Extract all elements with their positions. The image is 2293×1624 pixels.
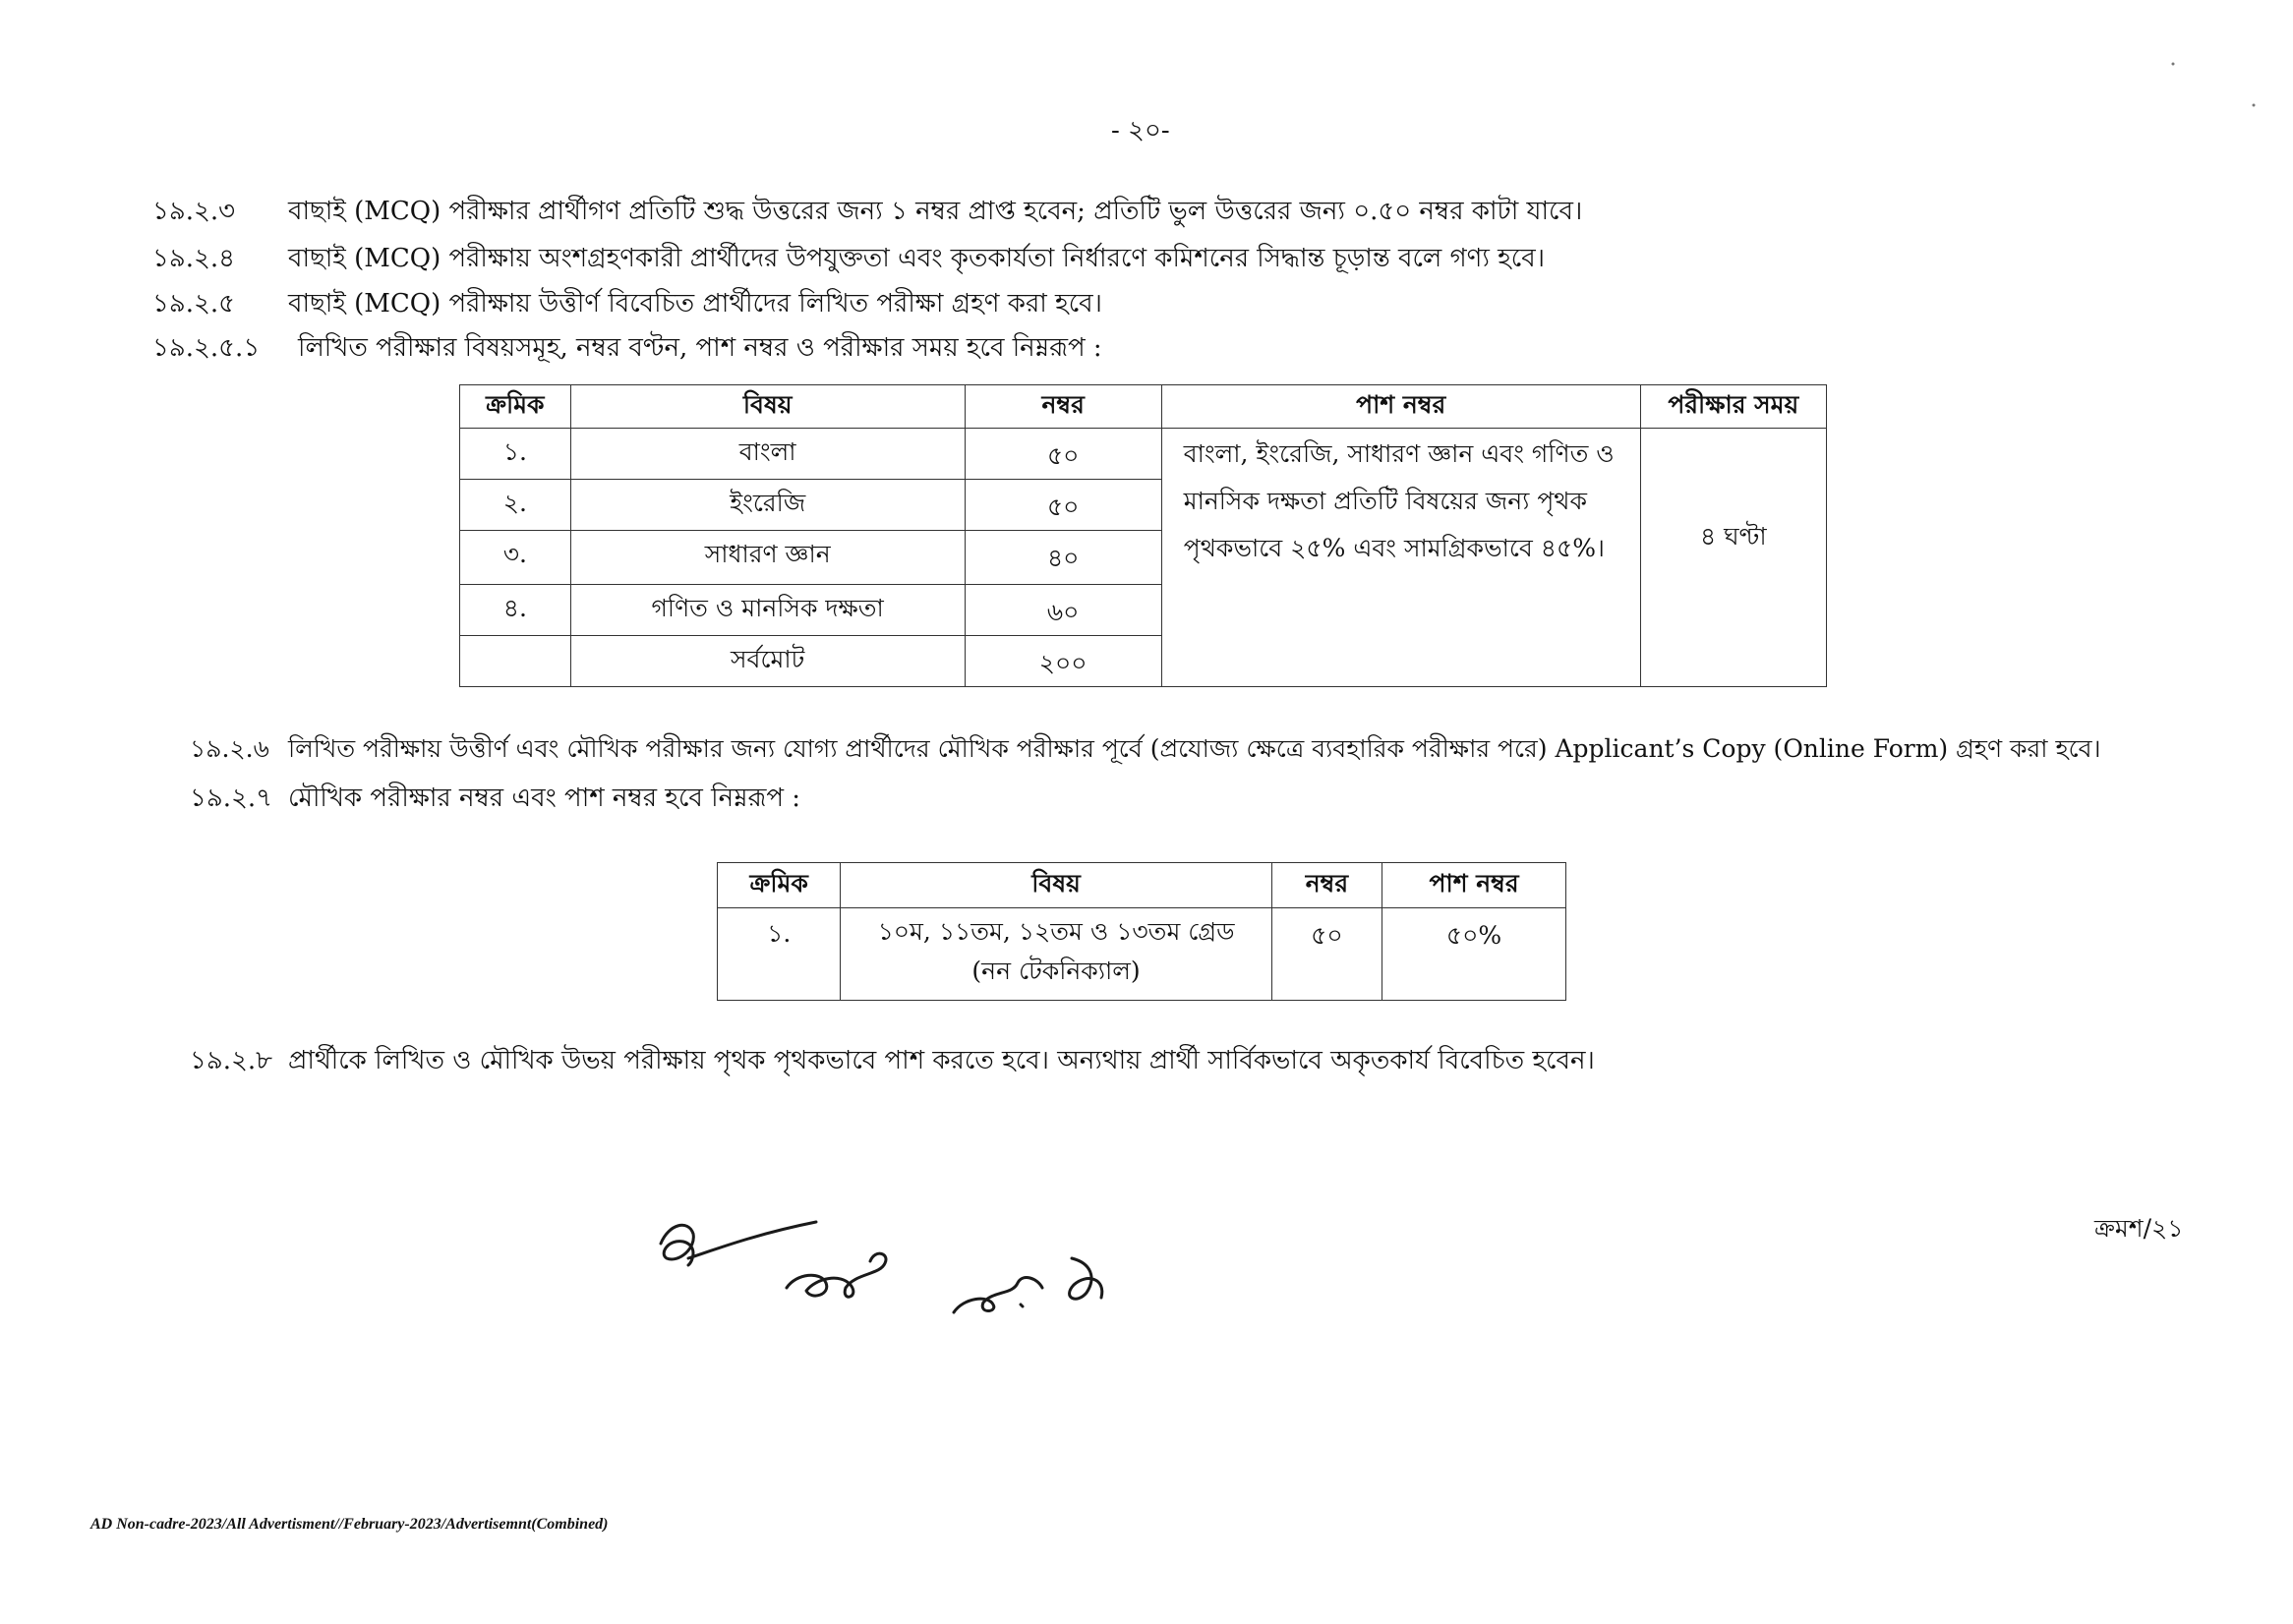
pass-marks-line: পৃথকভাবে ২৫% এবং সামগ্রিকভাবে ৪৫%। — [1183, 534, 1605, 562]
marks-cell: ২০০ — [965, 636, 1161, 687]
paragraph-number: ১৯.২.৫ — [152, 289, 236, 319]
marks-cell: ৬০ — [965, 585, 1161, 636]
paragraph-19-2-5 — [152, 287, 1102, 320]
serial-cell: ১. — [718, 908, 841, 1001]
paragraph-number: ১৯.২.৭ — [190, 783, 273, 813]
header-subject: বিষয় — [841, 863, 1271, 908]
paragraph-number: ১৯.২.৮ — [190, 1046, 273, 1075]
serial-cell: ৪. — [460, 585, 571, 636]
paragraph-text: প্রার্থীকে লিখিত ও মৌখিক উভয় পরীক্ষায় পৃথক পৃথকভাবে পাশ করতে হবে। অন্যথায় প্রার্থী সার্বিকভাবে অকৃতকার্য বিবেচিত হবেন। — [288, 1046, 1595, 1075]
subject-cell: ইংরেজি — [570, 480, 965, 531]
paragraph-19-2-4 — [152, 242, 1545, 275]
subject-cell: বাংলা — [570, 429, 965, 480]
signature-stroke — [954, 1278, 1042, 1312]
paragraph-19-2-5-1 — [152, 331, 1102, 365]
paragraph-19-2-8 — [190, 1044, 1595, 1077]
header-subject: বিষয় — [570, 385, 965, 429]
subject-cell: সর্বমোট — [570, 636, 965, 687]
exam-time-cell: ৪ ঘণ্টা — [1640, 429, 1826, 687]
subject-line: (নন টেকনিক্যাল) — [971, 957, 1141, 985]
subject-cell: সাধারণ জ্ঞান — [570, 531, 965, 585]
header-pass-marks: পাশ নম্বর — [1161, 385, 1640, 429]
pass-marks-line: বাংলা, ইংরেজি, সাধারণ জ্ঞান এবং গণিত ও — [1183, 439, 1615, 468]
paragraph-text: লিখিত পরীক্ষায় উত্তীর্ণ এবং মৌখিক পরীক্ষার জন্য যোগ্য প্রার্থীদের মৌখিক পরীক্ষার পূর্বে (প্রযোজ্য ক্ষেত্রে ব্যবহারিক পরীক্ষার পরে) Applicant’s Copy (Online Form) গ্রহণ করা হবে। — [288, 734, 2101, 763]
marks-cell: ৫০ — [1271, 908, 1382, 1001]
viva-exam-table — [717, 862, 1566, 1001]
paragraph-19-2-7 — [190, 782, 800, 815]
paragraph-19-2-6 — [190, 732, 2101, 766]
paragraph-number: ১৯.২.৪ — [152, 244, 236, 273]
serial-cell: ২. — [460, 480, 571, 531]
table-row — [460, 429, 1827, 480]
scan-speck — [2163, 54, 2281, 113]
page-number: - ২০- — [1111, 116, 1170, 145]
subject-cell: গণিত ও মানসিক দক্ষতা — [570, 585, 965, 636]
marks-cell: ৪০ — [965, 531, 1161, 585]
paragraph-text: লিখিত পরীক্ষার বিষয়সমূহ, নম্বর বণ্টন, পাশ নম্বর ও পরীক্ষার সময় হবে নিম্নরূপ : — [298, 333, 1102, 363]
marks-cell: ৫০ — [965, 480, 1161, 531]
paragraph-number: ১৯.২.৩ — [152, 197, 236, 226]
pass-marks-line: মানসিক দক্ষতা প্রতিটি বিষয়ের জন্য পৃথক — [1183, 487, 1587, 515]
header-serial: ক্রমিক — [718, 863, 841, 908]
header-marks: নম্বর — [965, 385, 1161, 429]
header-pass-marks: পাশ নম্বর — [1382, 863, 1566, 908]
paragraph-text: বাছাই (MCQ) পরীক্ষার প্রার্থীগণ প্রতিটি শুদ্ধ উত্তরের জন্য ১ নম্বর প্রাপ্ত হবেন; প্রতিটি ভুল উত্তরের জন্য ০.৫০ নম্বর কাটা যাবে। — [288, 197, 1583, 226]
signature-stroke — [1070, 1258, 1102, 1299]
signature-stroke — [661, 1222, 816, 1265]
serial-cell — [460, 636, 571, 687]
table-header-row — [460, 385, 1827, 429]
paragraph-number: ১৯.২.৬ — [190, 734, 269, 763]
header-marks: নম্বর — [1271, 863, 1382, 908]
table-row — [718, 908, 1566, 1001]
serial-cell: ৩. — [460, 531, 571, 585]
marks-cell: ৫০ — [965, 429, 1161, 480]
header-serial: ক্রমিক — [460, 385, 571, 429]
paragraph-number: ১৯.২.৫.১ — [152, 333, 261, 363]
header-exam-time: পরীক্ষার সময় — [1640, 385, 1826, 429]
signature-stroke — [787, 1253, 886, 1297]
continued-marker: ক্রমশ/২১ — [2094, 1214, 2184, 1243]
table-header-row — [718, 863, 1566, 908]
subject-line: ১০ম, ১১তম, ১২তম ও ১৩তম গ্রেড — [877, 917, 1235, 946]
subject-cell — [841, 908, 1271, 1001]
serial-cell: ১. — [460, 429, 571, 480]
written-exam-table — [459, 384, 1827, 687]
paragraph-text: মৌখিক পরীক্ষার নম্বর এবং পাশ নম্বর হবে নিম্নরূপ : — [288, 783, 801, 813]
handwritten-signature — [649, 1204, 1160, 1332]
footer-file-path: AD Non-cadre-2023/All Advertisment//February-2023/Advertisemnt(Combined) — [90, 1516, 609, 1533]
pass-marks-cell — [1161, 429, 1640, 687]
pass-cell: ৫০% — [1382, 908, 1566, 1001]
paragraph-text: বাছাই (MCQ) পরীক্ষায় অংশগ্রহণকারী প্রার্থীদের উপযুক্ততা এবং কৃতকার্যতা নির্ধারণে কমিশনের সিদ্ধান্ত চূড়ান্ত বলে গণ্য হবে। — [288, 244, 1546, 273]
paragraph-text: বাছাই (MCQ) পরীক্ষায় উত্তীর্ণ বিবেচিত প্রার্থীদের লিখিত পরীক্ষা গ্রহণ করা হবে। — [288, 289, 1102, 319]
paragraph-19-2-3 — [152, 195, 1582, 228]
